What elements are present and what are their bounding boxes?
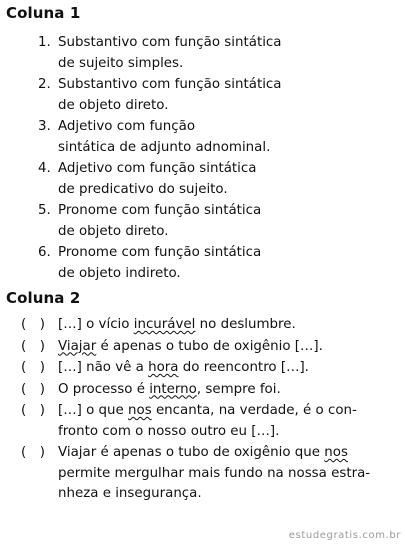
sentence-text: no deslumbre.	[195, 317, 296, 332]
coluna-2-item	[0, 315, 405, 336]
sentence-text: O processo é	[58, 381, 150, 397]
item-text-line: de sujeito simples.	[58, 55, 184, 71]
sentence-text: […] o vício	[58, 317, 134, 332]
item-number: 2.	[38, 77, 51, 92]
answer-blank[interactable]	[21, 315, 45, 336]
coluna-1-item	[38, 33, 358, 74]
sentence	[58, 315, 405, 336]
item-text	[58, 201, 261, 242]
sentence-line	[58, 337, 405, 358]
item-text	[58, 117, 270, 158]
paren-close: )	[39, 403, 45, 418]
coluna-1-item	[38, 201, 358, 242]
sentence-line	[58, 380, 405, 401]
paren-open: (	[21, 445, 27, 460]
item-number: 5.	[38, 203, 51, 218]
sentence-text: do reencontro […].	[178, 360, 309, 375]
coluna-1-item	[38, 159, 358, 200]
site-watermark: estudegratis.com.br	[288, 530, 401, 541]
highlighted-word: nos	[128, 403, 152, 418]
coluna-1-heading: Coluna 1	[6, 4, 81, 22]
sentence-text: encanta, na verdade, é o con-	[151, 403, 357, 418]
answer-blank[interactable]	[21, 380, 45, 401]
paren-open: (	[21, 360, 27, 375]
sentence-line: fronto com o nosso outro eu […].	[58, 423, 280, 439]
paren-close: )	[39, 338, 45, 354]
answer-blank[interactable]	[21, 401, 45, 422]
item-number: 1.	[38, 35, 51, 50]
coluna-2-item	[0, 443, 405, 505]
paren-open: (	[21, 403, 27, 418]
item-text-line: sintática de adjunto adnominal.	[58, 139, 271, 155]
item-text	[58, 159, 256, 200]
sentence-text: Viajar é apenas o tubo de oxigênio que	[58, 445, 325, 460]
sentence-line	[58, 315, 405, 336]
sentence-text: […] não vê a	[58, 360, 149, 375]
coluna-2-item	[0, 337, 405, 358]
sentence	[58, 358, 405, 379]
coluna-1-item	[38, 75, 358, 116]
item-text-line: de predicativo do sujeito.	[58, 181, 228, 197]
item-text-line: Substantivo com função sintática	[58, 77, 282, 92]
sentence-line	[58, 401, 405, 422]
coluna-2-list	[0, 315, 405, 506]
item-text	[58, 33, 282, 74]
item-number: 6.	[38, 245, 51, 260]
item-text	[58, 75, 282, 116]
item-text-line: Pronome com função sintática	[58, 203, 262, 218]
item-text-line: Adjetivo com função	[58, 119, 196, 134]
sentence-text: […] o que	[58, 403, 129, 418]
coluna-1-list	[38, 33, 358, 285]
item-text	[58, 243, 261, 284]
paren-close: )	[39, 317, 45, 332]
sentence-line: nheza e insegurança.	[58, 486, 202, 501]
sentence-line	[58, 358, 405, 379]
paren-open: (	[21, 381, 27, 397]
highlighted-word: nos	[324, 445, 348, 460]
paren-open: (	[21, 317, 27, 332]
sentence	[58, 380, 405, 401]
highlighted-word: hora	[148, 360, 179, 375]
sentence-line: permite mergulhar mais fundo na nossa estra-	[58, 465, 371, 481]
coluna-2-item	[0, 401, 405, 442]
coluna-1-item	[38, 243, 358, 284]
item-text-line: Pronome com função sintática	[58, 245, 262, 260]
sentence	[58, 401, 405, 442]
sentence	[58, 337, 405, 358]
item-text-line: de objeto direto.	[58, 97, 169, 113]
item-text-line: de objeto direto.	[58, 223, 169, 239]
answer-blank[interactable]	[21, 337, 45, 358]
coluna-1-item	[38, 117, 358, 158]
item-text-line: Adjetivo com função sintática	[58, 161, 257, 176]
highlighted-word: Viajar	[58, 338, 97, 354]
item-number: 4.	[38, 161, 51, 176]
sentence-text: é apenas o tubo de oxigênio […].	[96, 338, 323, 354]
sentence	[58, 443, 405, 505]
paren-close: )	[39, 360, 45, 375]
item-text-line: de objeto indireto.	[58, 265, 181, 281]
coluna-2-heading: Coluna 2	[6, 289, 81, 307]
highlighted-word: interno	[149, 381, 197, 397]
answer-blank[interactable]	[21, 358, 45, 379]
item-number: 3.	[38, 119, 51, 134]
paren-open: (	[21, 338, 27, 354]
item-text-line: Substantivo com função sintática	[58, 35, 282, 50]
paren-close: )	[39, 381, 45, 397]
paren-close: )	[39, 445, 45, 460]
coluna-2-item	[0, 380, 405, 401]
coluna-2-item	[0, 358, 405, 379]
highlighted-word: incurável	[133, 317, 196, 332]
sentence-line	[58, 443, 405, 464]
sentence-text: , sempre foi.	[196, 381, 281, 397]
answer-blank[interactable]	[21, 443, 45, 464]
